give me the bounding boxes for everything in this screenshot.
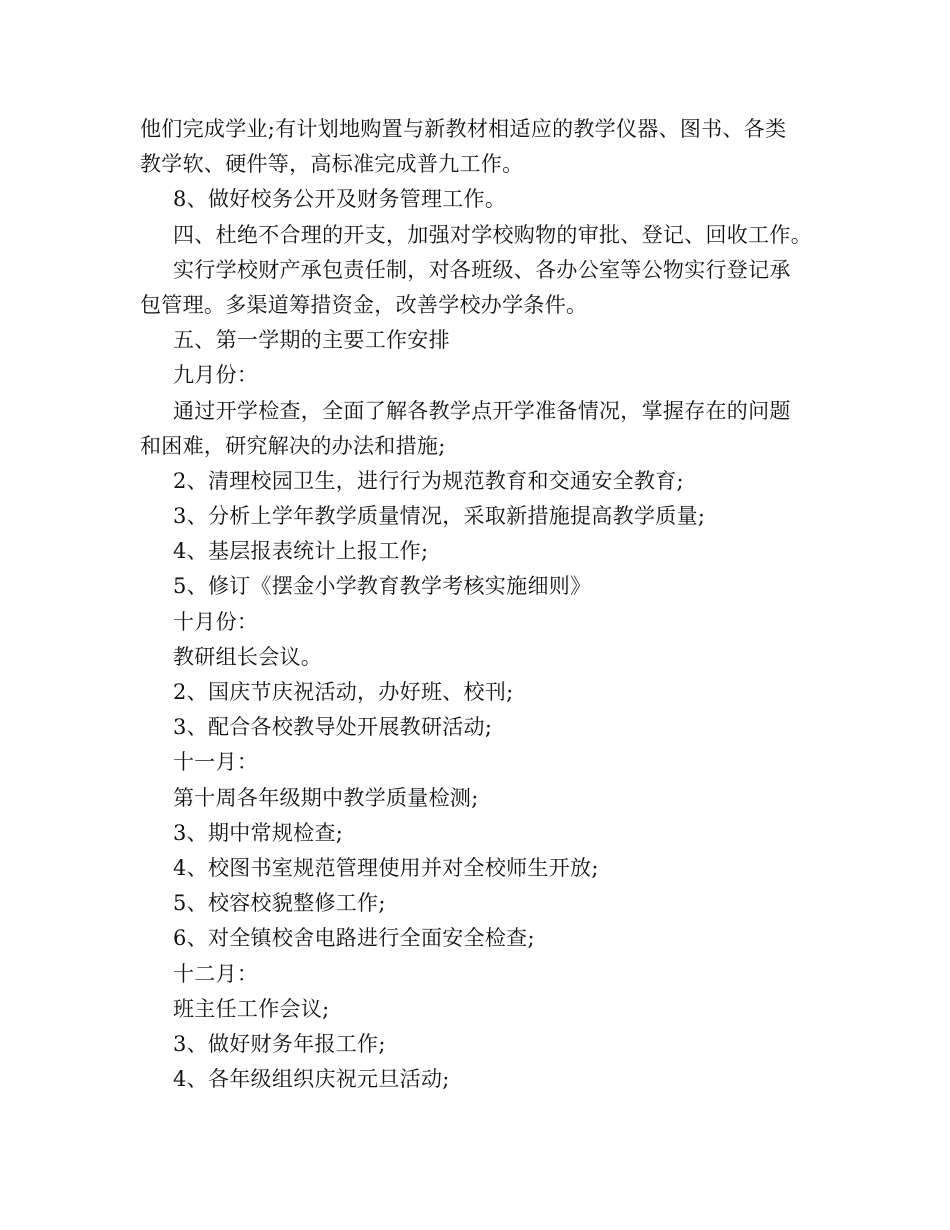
list-item: 教研组长会议。: [173, 644, 323, 669]
text-line: 8、做好校务公开及财务管理工作。: [173, 187, 507, 212]
document-body: [140, 112, 812, 1097]
month-heading: 九月份：: [173, 363, 259, 388]
list-item: 5、修订《摆金小学教育教学考核实施细则》: [173, 574, 592, 599]
list-item: 4、基层报表统计上报工作;: [173, 539, 429, 564]
text-line: 教学软、硬件等，高标准完成普九工作。: [140, 152, 524, 177]
text-line: 他们完成学业;有计划地购置与新教材相适应的教学仪器、图书、各类: [140, 117, 787, 141]
text-line: 实行学校财产承包责任制，对各班级、各办公室等公物实行登记承: [173, 257, 791, 282]
text-line: 四、杜绝不合理的开支，加强对学校购物的审批、登记、回收工作。: [173, 222, 812, 247]
month-heading: 十一月：: [173, 750, 259, 775]
section-heading: 五、第一学期的主要工作安排: [173, 328, 450, 353]
list-item: 2、国庆节庆祝活动，办好班、校刊;: [173, 680, 514, 704]
list-item: 5、校容校貌整修工作;: [173, 891, 386, 916]
list-item: 2、清理校园卫生，进行行为规范教育和交通安全教育;: [173, 468, 684, 493]
list-item: 3、期中常规检查;: [173, 820, 344, 845]
list-item: 4、校图书室规范管理使用并对全校师生开放;: [173, 855, 599, 880]
month-heading: 十月份：: [173, 609, 259, 634]
text-line: 通过开学检查，全面了解各教学点开学准备情况，掌握存在的问题: [173, 398, 791, 423]
list-item: 6、对全镇校舍电路进行全面安全检查;: [173, 926, 535, 951]
list-item: 第十周各年级期中教学质量检测;: [173, 785, 479, 810]
list-item: 3、分析上学年教学质量情况，采取新措施提高教学质量;: [173, 504, 706, 529]
list-item: 班主任工作会议;: [173, 996, 330, 1021]
text-line: 包管理。多渠道筹措资金，改善学校办学条件。: [140, 292, 588, 317]
list-item: 3、配合各校教导处开展教研活动;: [173, 715, 493, 740]
text-line: 和困难，研究解决的办法和措施;: [140, 433, 446, 458]
list-item: 3、做好财务年报工作;: [173, 1031, 386, 1056]
list-item: 4、各年级组织庆祝元旦活动;: [173, 1067, 450, 1092]
month-heading: 十二月：: [173, 961, 259, 986]
